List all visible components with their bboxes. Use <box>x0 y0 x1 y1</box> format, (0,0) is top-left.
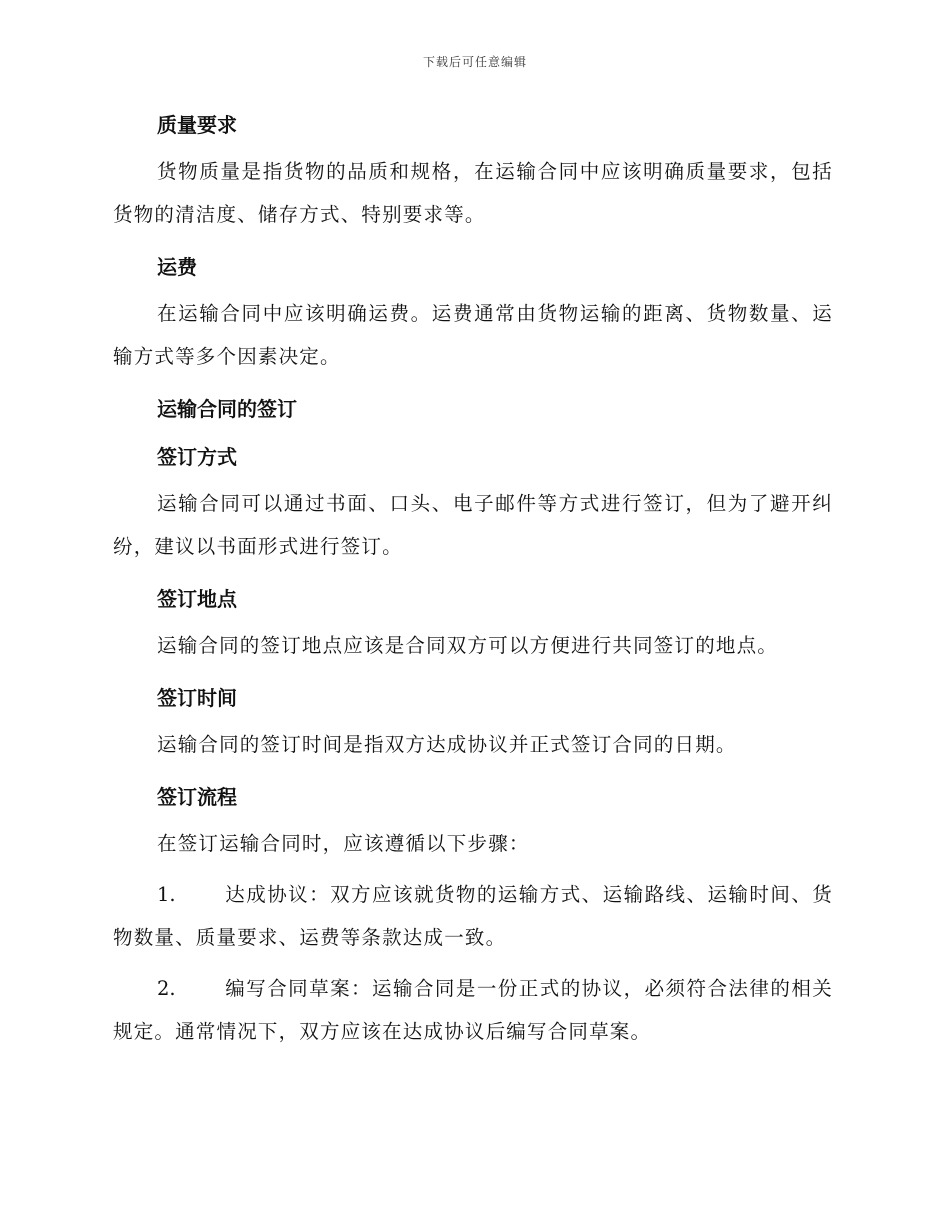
paragraph-freight: 在运输合同中应该明确运费。运费通常由货物运输的距离、货物数量、运输方式等多个因素决定。 <box>113 302 833 368</box>
paragraph-signing-process: 在签订运输合同时，应该遵循以下步骤： <box>157 832 530 855</box>
list-item-text: 达成协议：双方应该就货物的运输方式、运输路线、运输时间、货物数量、质量要求、运费等条款达成一致。 <box>113 883 833 949</box>
page-header-note: 下载后可任意编辑 <box>422 55 527 69</box>
heading-signing-method: 签订方式 <box>157 445 237 469</box>
heading-signing: 运输合同的签订 <box>157 397 297 421</box>
list-item-step-1 <box>113 873 833 959</box>
list-item-step-2 <box>113 967 833 1053</box>
heading-signing-time: 签订时间 <box>157 686 237 710</box>
heading-signing-place: 签订地点 <box>157 587 237 611</box>
heading-freight: 运费 <box>157 255 197 279</box>
paragraph-quality: 货物质量是指货物的品质和规格，在运输合同中应该明确质量要求，包括货物的清洁度、储存方式、特别要求等。 <box>113 160 833 226</box>
paragraph-signing-method: 运输合同可以通过书面、口头、电子邮件等方式进行签订，但为了避开纠纷，建议以书面形式进行签订。 <box>113 492 833 558</box>
list-item-text: 编写合同草案：运输合同是一份正式的协议，必须符合法律的相关规定。通常情况下，双方应该在达成协议后编写合同草案。 <box>113 977 833 1043</box>
document-body <box>113 108 833 1053</box>
list-number: 2. <box>157 977 176 1000</box>
paragraph-signing-time: 运输合同的签订时间是指双方达成协议并正式签订合同的日期。 <box>157 733 737 756</box>
list-number: 1. <box>157 883 176 906</box>
paragraph-signing-place: 运输合同的签订地点应该是合同双方可以方便进行共同签订的地点。 <box>157 634 779 657</box>
heading-quality: 质量要求 <box>157 113 237 137</box>
heading-signing-process: 签订流程 <box>157 785 237 809</box>
